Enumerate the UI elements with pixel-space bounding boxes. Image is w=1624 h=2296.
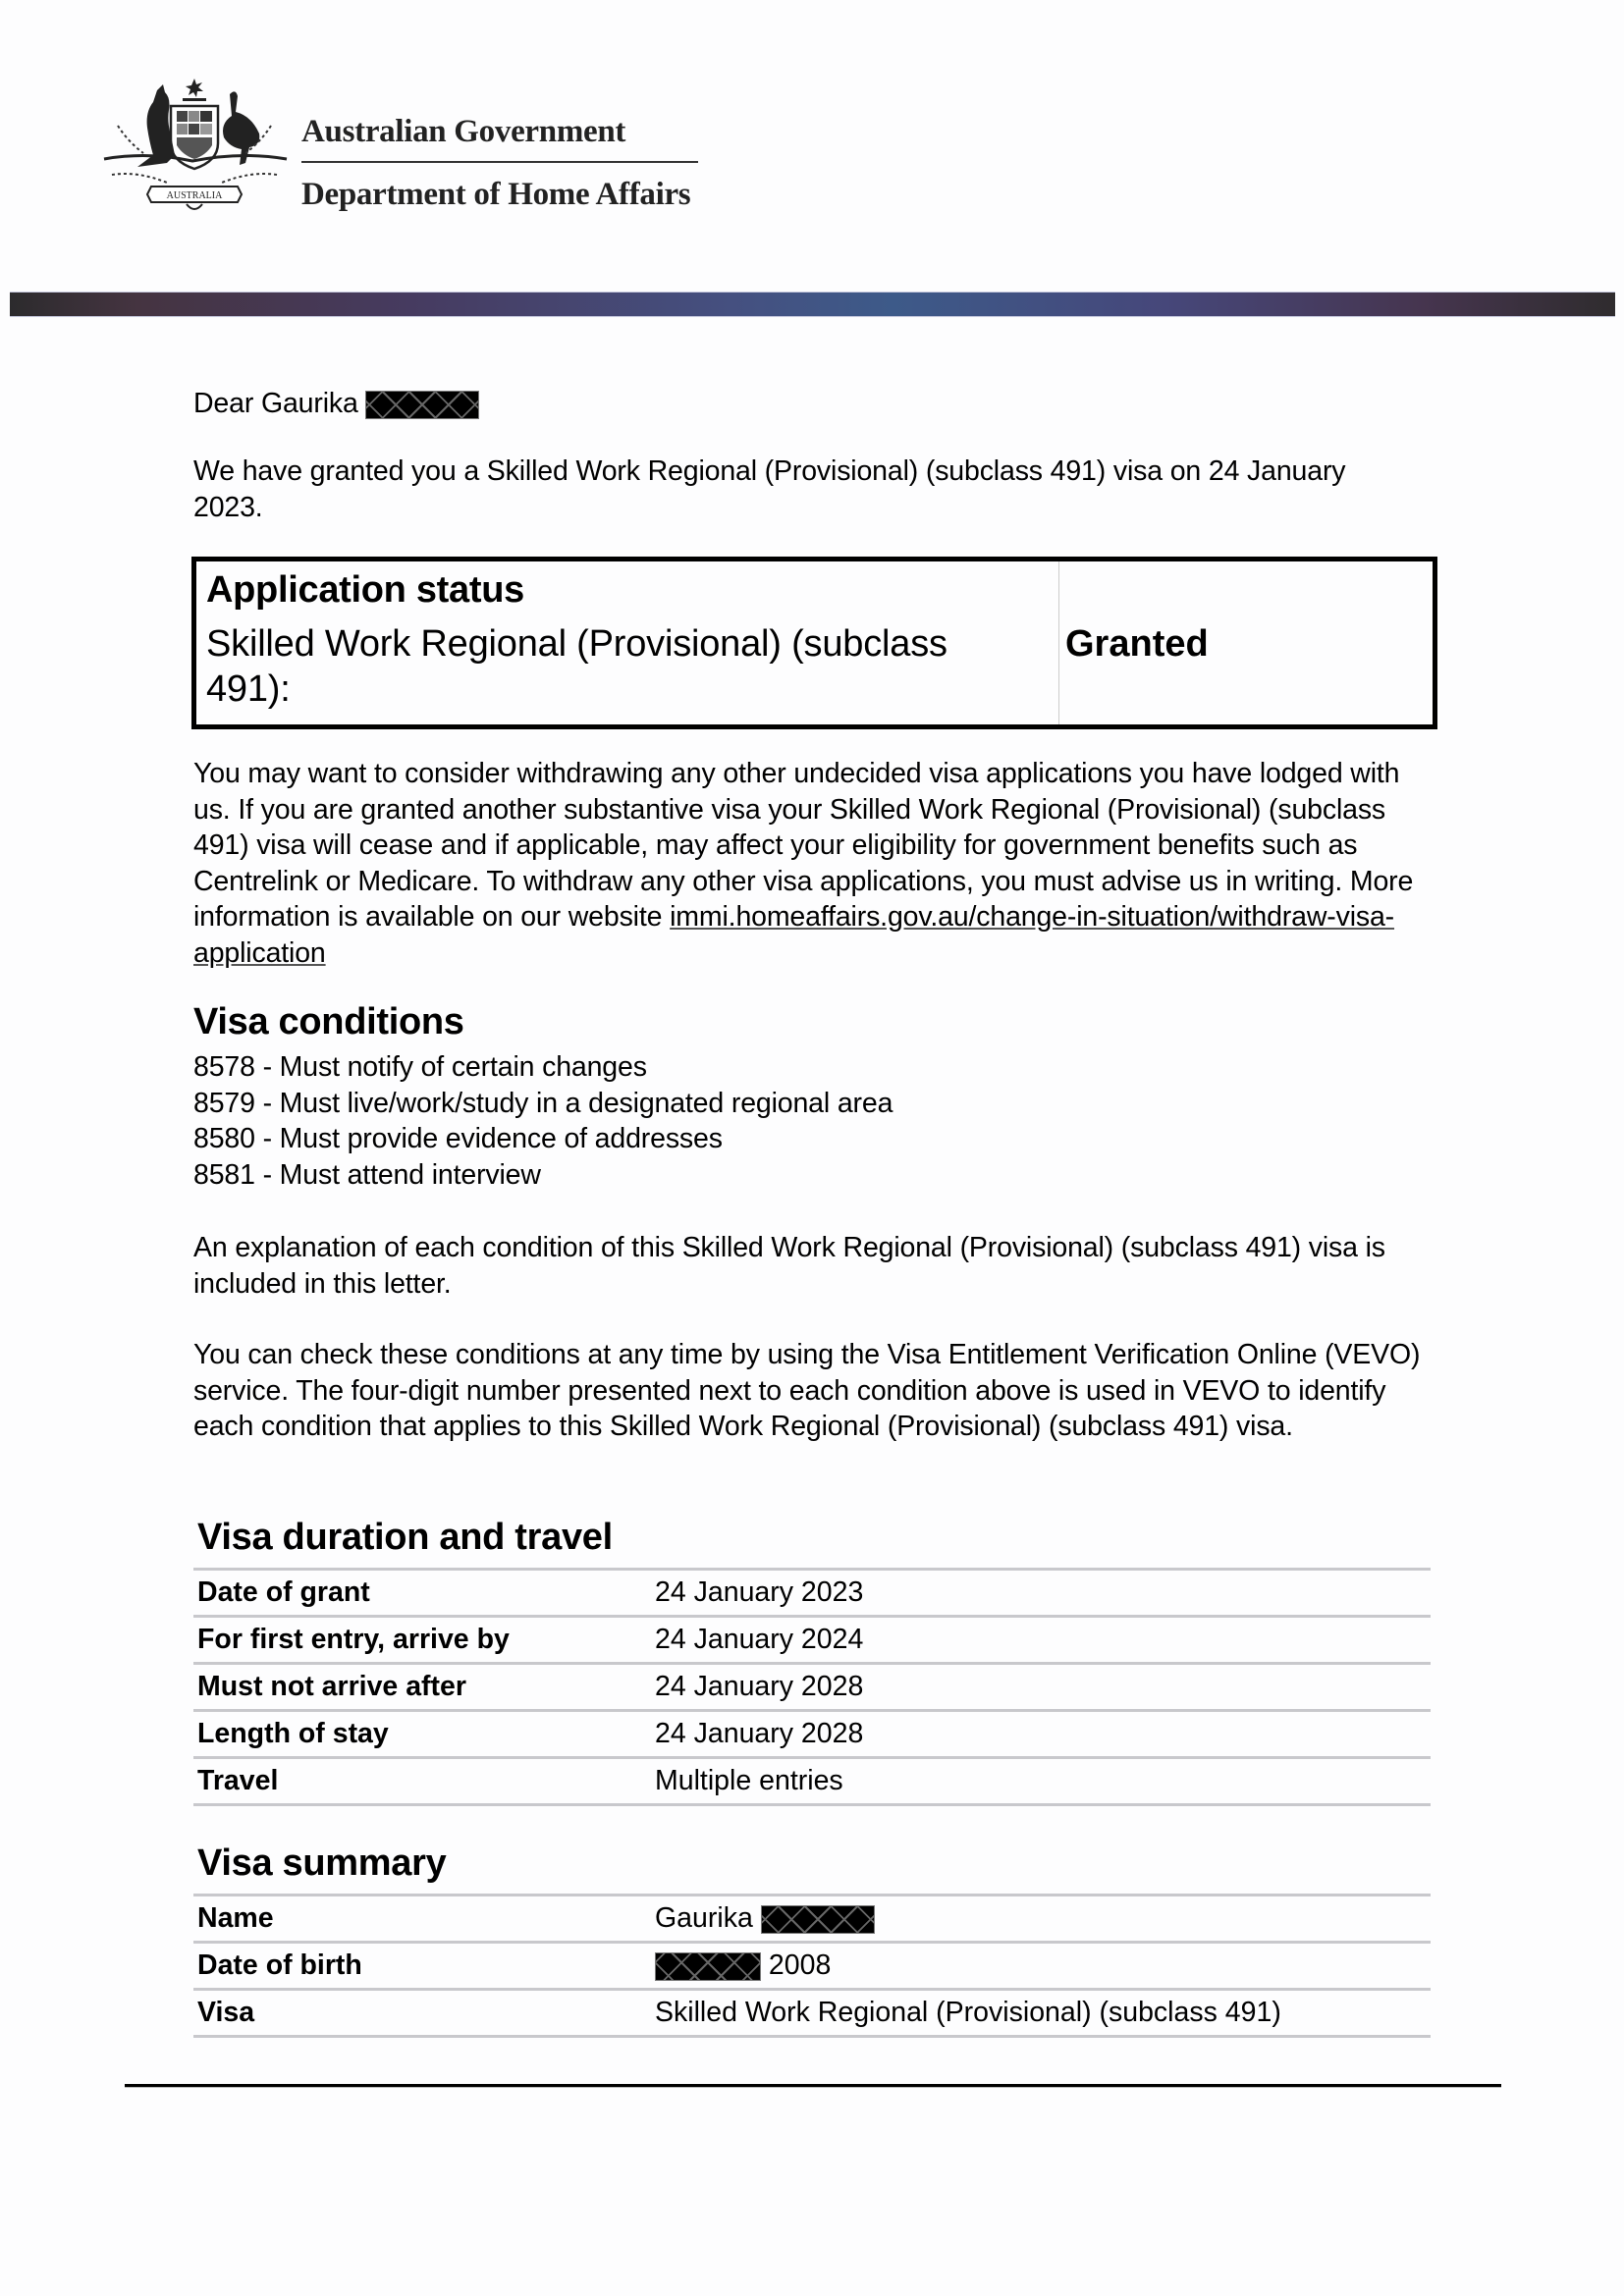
birth-year-value: 2008	[768, 1949, 832, 1981]
status-value: Granted	[1065, 623, 1209, 665]
vevo-paragraph: You can check these conditions at any time by using the Visa Entitlement Verification Online (VEVO) service. The four-digit number presented next to each condition above is used in VEVO to identify each condition that applies to this Skilled Work Regional (Provisional) (subclass 491) visa.	[193, 1339, 1421, 1442]
commonwealth-star	[186, 79, 203, 97]
condition-item: 8578 - Must notify of certain changes	[193, 1051, 647, 1083]
row-value: 24 January 2024	[655, 1624, 864, 1655]
footer-divider	[125, 2084, 1501, 2088]
withdraw-text: You may want to consider withdrawing any other undecided visa applications you have lodged with us. If you are granted another substantive visa your Skilled Work Regional (Provisional) (subclass 491) visa will cease and if applicable, may affect your eligibility for government benefits such as Centrelink or Medicare. To withdraw any other visa applications, you must advise us in writing. More information is available on our website	[193, 758, 1414, 933]
conditions-list	[193, 1049, 893, 1193]
greeting	[193, 386, 479, 422]
withdraw-paragraph	[193, 756, 1431, 971]
grant-sentence: We have granted you a Skilled Work Regional (Provisional) (subclass 491) visa on 24 January 2023.	[193, 455, 1346, 523]
row-label: Travel	[197, 1765, 279, 1796]
condition-item: 8580 - Must provide evidence of addresses	[193, 1123, 723, 1154]
conditions-explanation: An explanation of each condition of this Skilled Work Regional (Provisional) (subclass 491) visa is included in this letter.	[193, 1232, 1385, 1300]
condition-item: 8581 - Must attend interview	[193, 1158, 541, 1191]
application-status-box	[191, 557, 1437, 729]
row-label: Name	[197, 1902, 274, 1934]
name-value: Gaurika	[655, 1902, 753, 1934]
table-row	[193, 1758, 1431, 1805]
duration-heading: Visa duration and travel	[197, 1517, 613, 1558]
coat-of-arms-icon	[98, 77, 291, 219]
government-name: Australian Government	[301, 114, 626, 149]
table-row	[193, 1711, 1431, 1758]
redacted-birth-day-month	[655, 1952, 761, 1981]
redacted-surname	[761, 1905, 875, 1934]
row-value	[651, 1943, 1431, 1990]
emu	[223, 91, 259, 165]
greeting-text: Dear Gaurika	[193, 388, 358, 419]
header-banner	[10, 292, 1615, 317]
duration-table	[193, 1568, 1431, 1806]
row-label: Length of stay	[197, 1718, 389, 1749]
status-visa-label: Skilled Work Regional (Provisional) (subclass 491):	[206, 623, 947, 710]
row-label: Date of birth	[197, 1949, 362, 1981]
row-label: Visa	[197, 1997, 255, 2028]
crest-scroll-text: AUSTRALIA	[166, 190, 223, 201]
summary-heading: Visa summary	[197, 1842, 447, 1884]
header-divider	[301, 161, 698, 163]
conditions-heading: Visa conditions	[193, 1001, 464, 1042]
status-column-divider	[1058, 561, 1059, 724]
table-row	[193, 1943, 1431, 1990]
table-row	[193, 1990, 1431, 2037]
row-value: Skilled Work Regional (Provisional) (subclass 491)	[655, 1997, 1281, 2028]
row-value: 24 January 2023	[655, 1576, 864, 1608]
table-row	[193, 1664, 1431, 1711]
row-value: 24 January 2028	[655, 1671, 864, 1702]
row-value: Multiple entries	[655, 1765, 843, 1796]
summary-table	[193, 1894, 1431, 2038]
row-label: Must not arrive after	[197, 1671, 466, 1702]
status-heading: Application status	[206, 569, 524, 611]
table-row	[193, 1570, 1431, 1617]
row-label: For first entry, arrive by	[197, 1624, 510, 1655]
withdraw-visa-link[interactable]: immi.homeaffairs.gov.au/change-in-situation/withdraw-visa-application	[193, 901, 1395, 969]
table-row	[193, 1617, 1431, 1664]
row-value	[651, 1896, 1431, 1943]
row-label: Date of grant	[197, 1576, 370, 1608]
table-row	[193, 1896, 1431, 1943]
row-value: 24 January 2028	[655, 1718, 864, 1749]
redacted-surname	[365, 391, 479, 419]
department-name: Department of Home Affairs	[301, 177, 691, 212]
condition-item: 8579 - Must live/work/study in a designated regional area	[193, 1087, 893, 1119]
